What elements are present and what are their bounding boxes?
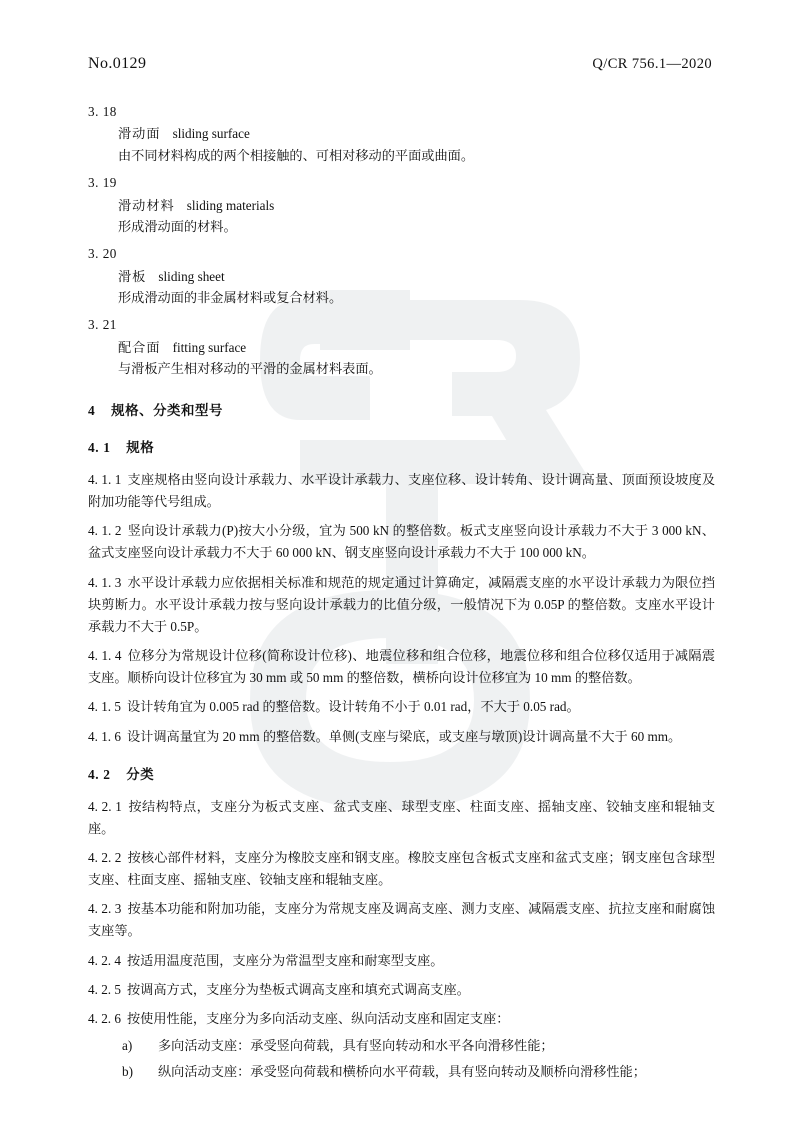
paragraph-number: 4. 1. 1 xyxy=(88,471,122,487)
term-chinese: 配合面 xyxy=(118,339,161,355)
paragraph xyxy=(88,1008,715,1030)
section-heading xyxy=(88,400,715,422)
term-english: sliding sheet xyxy=(158,268,225,284)
subsection-title: 规格 xyxy=(126,440,155,456)
paragraph-number: 4. 1. 5 xyxy=(88,699,121,715)
paragraph-text: 按适用温度范围，支座分为常温型支座和耐寒型支座。 xyxy=(126,952,444,968)
subsection-title: 分类 xyxy=(126,766,155,782)
subsection-number: 4. 2 xyxy=(88,766,111,782)
list-text: 多向活动支座：承受竖向荷载，具有竖向转动和水平各向滑移性能； xyxy=(158,1038,554,1054)
paragraph xyxy=(88,726,715,748)
paragraph-number: 4. 2. 6 xyxy=(88,1010,121,1026)
term-entry xyxy=(118,337,715,358)
paragraph-text: 按调高方式，支座分为垫板式调高支座和填充式调高支座。 xyxy=(126,981,470,997)
subsection-heading xyxy=(88,764,715,786)
term-entry xyxy=(118,123,715,144)
paragraph xyxy=(88,950,715,972)
paragraph-text: 竖向设计承载力(P)按大小分级，宜为 500 kN 的整倍数。板式支座竖向设计承载力不大于 3 000 kN、盆式支座竖向设计承载力不大于 60 000 kN、钢支座竖向设计承载力不大于 100 000 kN。 xyxy=(88,523,715,561)
paragraph-number: 4. 1. 6 xyxy=(88,728,121,744)
clause-number: 3. 18 xyxy=(88,104,117,119)
term-definition: 形成滑动面的非金属材料或复合材料。 xyxy=(118,290,343,305)
paragraph-number: 4. 2. 5 xyxy=(88,981,121,997)
section-title: 规格、分类和型号 xyxy=(111,402,224,418)
term-entry xyxy=(118,266,715,287)
clause-number: 3. 19 xyxy=(88,175,117,191)
paragraph-text: 水平设计承载力应依据相关标准和规范的规定通过计算确定，减隔震支座的水平设计承载力为限位挡块剪断力。水平设计承载力按与竖向设计承载力的比值分级，一般情况下为 0.05P 的整倍数。支座水平设计承载力不大于 0.5P。 xyxy=(88,574,716,634)
paragraph xyxy=(88,469,715,513)
term-english: fitting surface xyxy=(172,339,247,355)
term-definition: 由不同材料构成的两个相接触的、可相对移动的平面或曲面。 xyxy=(118,147,475,163)
subsection-heading xyxy=(88,437,715,459)
term-english: sliding materials xyxy=(186,197,275,213)
paragraph-number: 4. 1. 2 xyxy=(88,523,122,539)
paragraph-text: 按核心部件材料，支座分为橡胶支座和钢支座。橡胶支座包含板式支座和盆式支座；钢支座包含球型支座、柱面支座、摇轴支座、铰轴支座和辊轴支座。 xyxy=(88,849,716,888)
paragraph xyxy=(88,696,715,718)
term-english: sliding surface xyxy=(172,126,250,142)
term-definition: 与滑板产生相对移动的平滑的金属材料表面。 xyxy=(118,361,382,377)
term-chinese: 滑板 xyxy=(118,268,147,284)
clause-number: 3. 21 xyxy=(88,317,117,333)
paragraph-number: 4. 2. 3 xyxy=(88,901,122,917)
paragraph-text: 设计调高量宜为 20 mm 的整倍数。单侧(支座与梁底，或支座与墩顶)设计调高量不大于 60 mm。 xyxy=(126,728,682,744)
paragraph-text: 按基本功能和附加功能，支座分为常规支座及调高支座、测力支座、减隔震支座、抗拉支座和耐腐蚀支座等。 xyxy=(88,901,716,939)
standard-number: Q/CR 756.1—2020 xyxy=(592,56,712,72)
paragraph-number: 4. 2. 1 xyxy=(88,798,122,814)
paragraph-text: 设计转角宜为 0.005 rad 的整倍数。设计转角不小于 0.01 rad，不大于 0.05 rad。 xyxy=(126,699,580,715)
paragraph-text: 支座规格由竖向设计承载力、水平设计承载力、支座位移、设计转角、设计调高量、顶面预设坡度及附加功能等代号组成。 xyxy=(88,471,716,510)
paragraph-number: 4. 1. 4 xyxy=(88,648,122,664)
list-marker: a) xyxy=(122,1038,133,1054)
document-number: No.0129 xyxy=(88,55,147,72)
paragraph xyxy=(88,979,715,1001)
paragraph xyxy=(88,796,715,840)
list-item xyxy=(122,1061,715,1082)
paragraph xyxy=(88,645,715,689)
paragraph xyxy=(88,847,715,891)
paragraph xyxy=(88,520,715,564)
paragraph-text: 按使用性能，支座分为多向活动支座、纵向活动支座和固定支座： xyxy=(126,1010,510,1026)
term-definition: 形成滑动面的材料。 xyxy=(118,218,237,234)
paragraph-number: 4. 2. 4 xyxy=(88,952,121,968)
page-header xyxy=(88,55,712,73)
list-text: 纵向活动支座：承受竖向荷载和横桥向水平荷载，具有竖向转动及顺桥向滑移性能； xyxy=(158,1064,646,1080)
paragraph-text: 位移分为常规设计位移(简称设计位移)、地震位移和组合位移，地震位移和组合位移仅适用于减隔震支座。顺桥向设计位移宜为 30 mm 或 50 mm 的整倍数，横桥向设计位移宜为 10 mm 的整倍数。 xyxy=(88,648,716,686)
term-chinese: 滑动材料 xyxy=(118,197,175,213)
term-chinese: 滑动面 xyxy=(118,126,161,142)
page-body xyxy=(88,95,715,1083)
paragraph-number: 4. 2. 2 xyxy=(88,849,122,865)
clause-number: 3. 20 xyxy=(88,246,117,262)
section-number: 4 xyxy=(88,402,96,418)
paragraph-number: 4. 1. 3 xyxy=(88,574,122,590)
subsection-number: 4. 1 xyxy=(88,440,111,456)
list-marker: b) xyxy=(122,1064,133,1080)
paragraph-text: 按结构特点，支座分为板式支座、盆式支座、球型支座、柱面支座、摇轴支座、铰轴支座和辊轴支座。 xyxy=(88,798,716,836)
term-entry xyxy=(118,195,715,216)
paragraph xyxy=(88,898,715,942)
paragraph xyxy=(88,572,715,639)
list-item xyxy=(122,1035,715,1056)
